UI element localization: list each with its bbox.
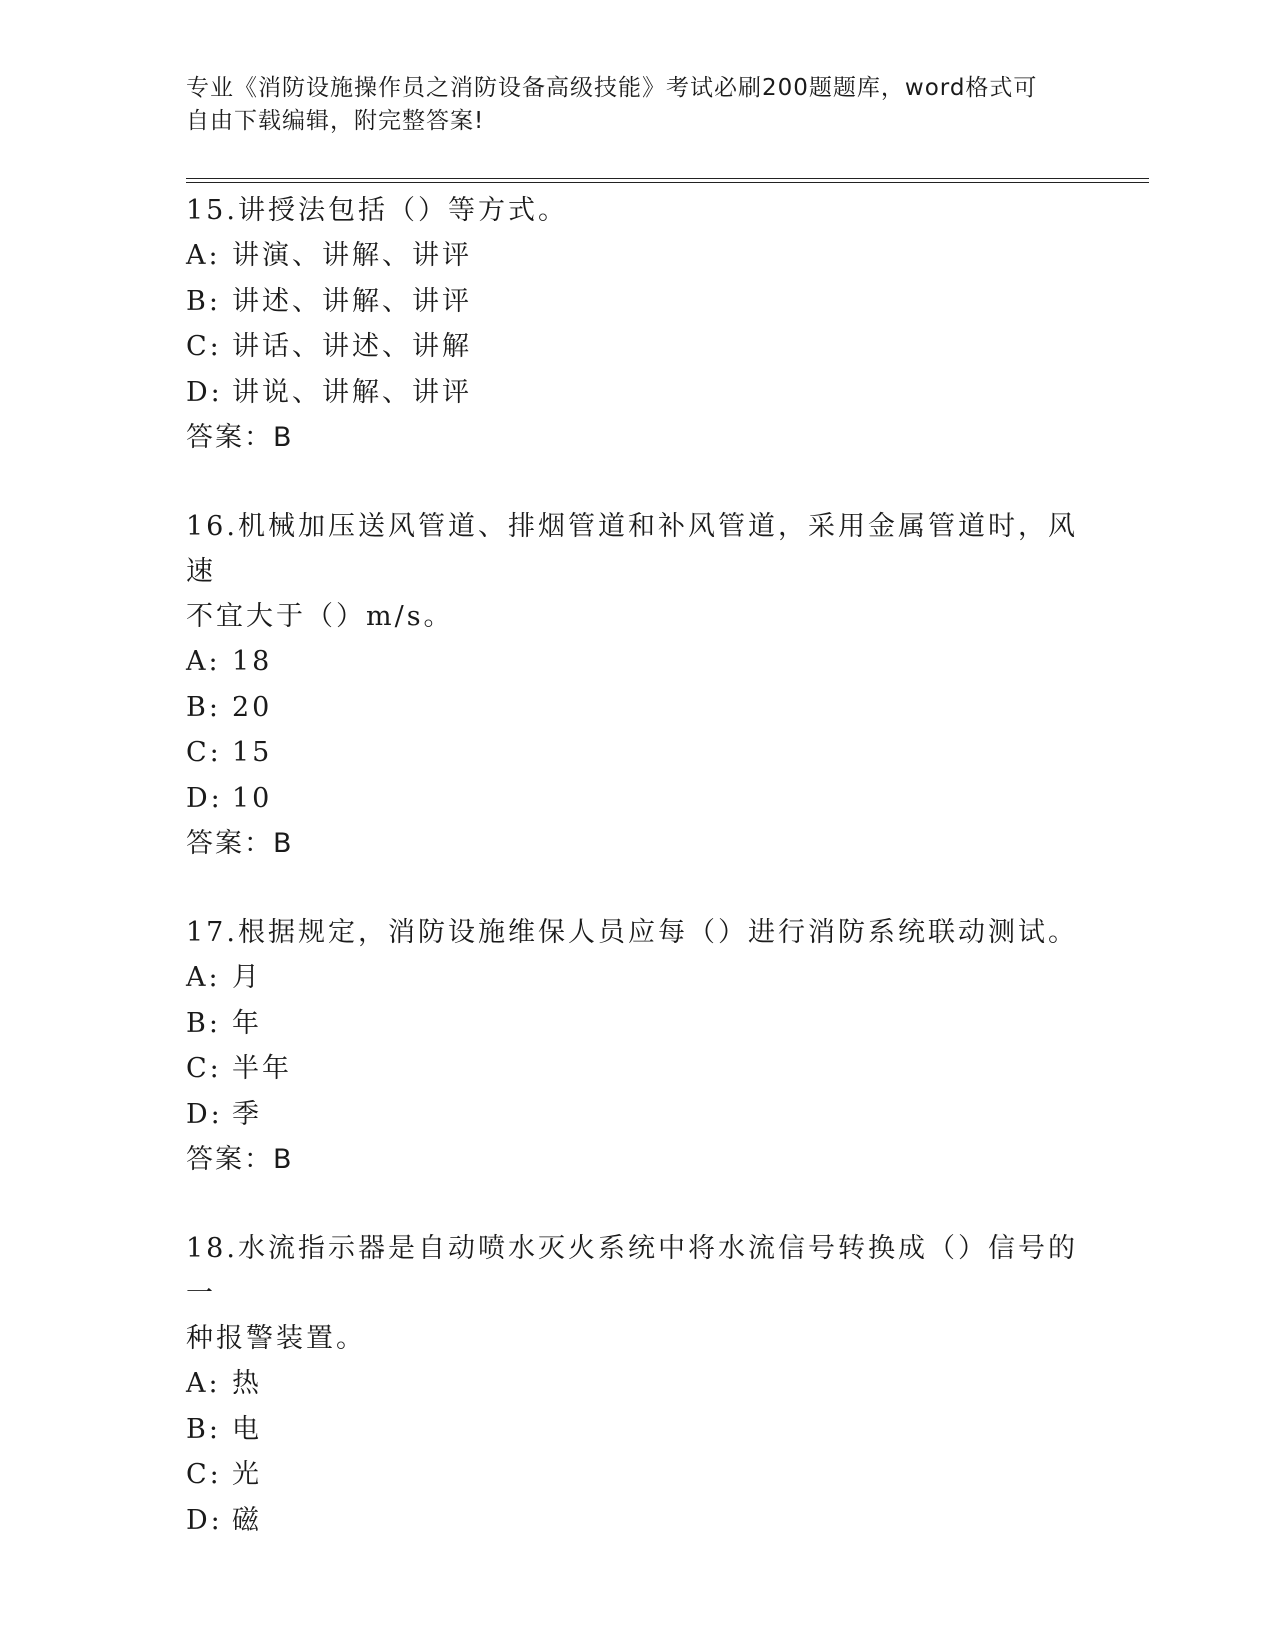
option-label: A:: [186, 1368, 221, 1399]
question-text-continued: 种报警装置。: [186, 1323, 366, 1354]
option-c: [186, 324, 1086, 370]
option-text: 18: [232, 646, 273, 677]
option-text: 10: [232, 782, 273, 814]
answer-line: 答案：B: [186, 1144, 294, 1175]
option-text: 讲述、讲解、讲评: [232, 285, 472, 317]
option-label: C:: [186, 331, 222, 362]
option-label: D:: [186, 1098, 223, 1130]
option-c: [186, 1452, 1086, 1498]
document-header: [186, 72, 1086, 138]
header-line-1: 专业《消防设施操作员之消防设备高级技能》考试必刷200题题库，word格式可: [186, 75, 1038, 101]
option-a: [186, 233, 1086, 279]
option-label: B:: [186, 285, 221, 317]
option-a: [186, 1361, 1086, 1407]
option-label: D:: [186, 376, 223, 408]
option-label: A:: [186, 962, 221, 993]
option-d: [186, 776, 1086, 822]
option-text: 20: [232, 691, 273, 723]
option-text: 磁: [232, 1504, 262, 1536]
question-15: [186, 188, 1086, 460]
option-text: 讲话、讲述、讲解: [232, 331, 472, 362]
question-list: [186, 188, 1086, 1587]
header-divider-bottom: [186, 182, 1149, 183]
question-text-continued: 不宜大于（）m/s。: [186, 601, 454, 632]
answer-line: 答案：B: [186, 422, 294, 453]
option-text: 热: [232, 1368, 262, 1399]
option-d: [186, 1498, 1086, 1544]
question-text: 16.机械加压送风管道、排烟管道和补风管道，采用金属管道时，风速: [186, 511, 1078, 587]
question-text: 17.根据规定，消防设施维保人员应每（）进行消防系统联动测试。: [186, 917, 1078, 948]
question-16: [186, 504, 1086, 866]
option-text: 年: [232, 1007, 262, 1039]
option-c: [186, 730, 1086, 776]
option-label: D:: [186, 1504, 223, 1536]
option-label: B:: [186, 691, 221, 723]
option-b: [186, 1407, 1086, 1453]
option-c: [186, 1046, 1086, 1092]
option-text: 光: [232, 1459, 262, 1490]
option-a: [186, 639, 1086, 685]
option-b: [186, 1001, 1086, 1047]
answer-line: 答案：B: [186, 828, 294, 859]
option-label: D:: [186, 782, 223, 814]
option-d: [186, 370, 1086, 416]
option-text: 15: [232, 737, 273, 768]
option-label: B:: [186, 1007, 221, 1039]
option-d: [186, 1092, 1086, 1138]
option-text: 半年: [232, 1053, 292, 1084]
option-text: 电: [232, 1413, 262, 1445]
option-text: 季: [232, 1098, 262, 1130]
option-text: 讲说、讲解、讲评: [232, 376, 472, 408]
question-17: [186, 910, 1086, 1182]
option-label: A:: [186, 646, 221, 677]
header-divider-top: [186, 178, 1149, 179]
option-label: C:: [186, 1459, 222, 1490]
question-18: [186, 1226, 1086, 1543]
option-label: B:: [186, 1413, 221, 1445]
option-a: [186, 955, 1086, 1001]
option-text: 月: [232, 962, 262, 993]
option-b: [186, 685, 1086, 731]
option-label: A:: [186, 240, 221, 271]
option-text: 讲演、讲解、讲评: [232, 240, 472, 271]
question-text: 18.水流指示器是自动喷水灭火系统中将水流信号转换成（）信号的一: [186, 1233, 1078, 1309]
header-line-2: 自由下载编辑，附完整答案!: [186, 108, 485, 134]
question-text: 15.讲授法包括（）等方式。: [186, 195, 568, 226]
option-label: C:: [186, 1053, 222, 1084]
option-b: [186, 279, 1086, 325]
option-label: C:: [186, 737, 222, 768]
